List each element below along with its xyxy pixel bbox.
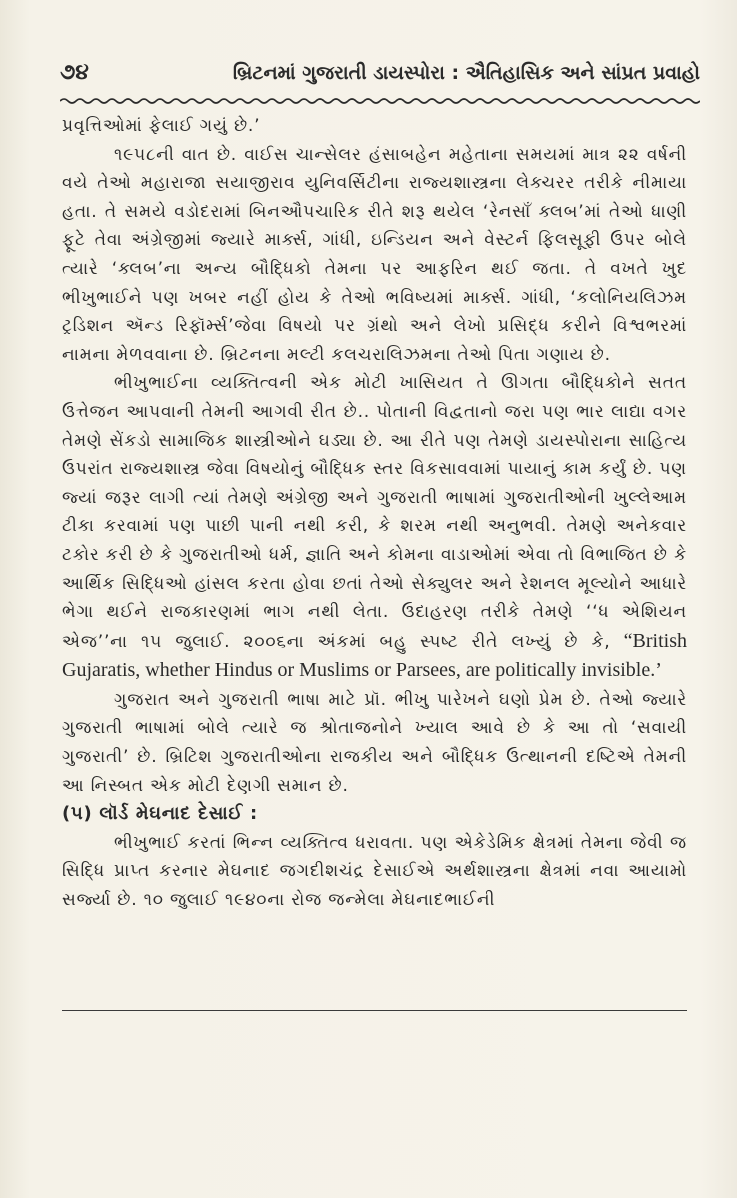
page-number: ૭૪ — [60, 60, 89, 85]
paragraph-4: ગુજરાત અને ગુજરાતી ભાષા માટે પ્રૉ. ભીખુ પારેખને ઘણો પ્રેમ છે. તેઓ જ્યારે ગુજરાતી ભાષામાં બોલે ત્યારે જ શ્રોતાજનોને ખ્યાલ આવે છે કે આ તો ‘સવાયી ગુજરાતી’ છે. બ્રિટિશ ગુજરાતીઓના રાજકીય અને બૌદ્ધિક ઉત્થાનની દષ્ટિએ તેમની આ નિસ્બત એક મોટી દેણગી સમાન છે. — [62, 689, 687, 796]
paragraph-3-text: ભીખુભાઈના વ્યક્તિત્વની એક મોટી ખાસિયત તે ઊગતા બૌદ્ધિકોને સતત ઉત્તેજન આપવાની તેમની આગવી રીત છે.. પોતાની વિદ્વતાનો જરા પણ ભાર લાદ્યા વગર તેમણે સેંકડો સામાજિક શાસ્ત્રીઓને ઘડ્યા છે. આ રીતે પણ તેમણે ડાયસ્પોરાના સાહિત્ય ઉપરાંત રાજ્યશાસ્ત્ર જેવા વિષયોનું બૌદ્ધિક સ્તર વિકસાવવામાં પાયાનું કામ કર્યું છે. પણ જ્યાં જરૂર લાગી ત્યાં તેમણે અંગ્રેજી અને ગુજરાતી ભાષામાં ગુજરાતીઓની ખુલ્લેઆમ ટીકા કરવામાં પણ પાછી પાની નથી કરી, કે શરમ નથી અનુભવી. તેમણે અનેકવાર ટકોર કરી છે કે ગુજરાતીઓ ધર્મ, જ્ઞાતિ અને કોમના વાડાઓમાં એવા તો વિભાજિત છે કે આર્થિક સિદ્ધિઓ હાંસલ કરતા હોવા છતાં તેઓ સેક્યુલર અને રેશનલ મૂલ્યોને આધારે ભેગા થઈને રાજકારણમાં ભાગ નથી લેતા. ઉદાહરણ તરીકે તેમણે ‘‘ધ એશિયન એજ’’ના ૧૫ જુલાઈ. ૨૦૦૬ના અંકમાં બહુ સ્પષ્ટ રીતે લખ્યું છે કે, — [62, 373, 687, 652]
paragraph-1: પ્રવૃત્તિઓમાં ફેલાઈ ગયું છે.’ — [62, 116, 261, 136]
paragraph-3 — [62, 369, 687, 686]
header-wavy-rule — [60, 96, 700, 106]
paragraph-5: ભીખુભાઈ કરતાં ભિન્ન વ્યક્તિત્વ ધરાવતા. પણ એકેડેમિક ક્ષેત્રમાં તેમના જેવી જ સિદ્ધિ પ્રાપ્ત કરનાર મેઘનાદ જગદીશચંદ્ર દેસાઈએ અર્થશાસ્ત્રના ક્ષેત્રમાં નવા આયામો સર્જ્યા છે. ૧૦ જુલાઈ ૧૯૪૦ના રોજ જન્મેલા મેઘનાદભાઈની — [62, 832, 687, 911]
english-quote: “British Gujaratis, whether Hindus or Muslims or Parsees, are politically invisible.’ — [62, 629, 687, 682]
paragraph-2: ૧૯૫૮ની વાત છે. વાઈસ ચાન્સેલર હંસાબહેન મહેતાના સમયમાં માત્ર ૨૨ વર્ષની વયે તેઓ મહારાજા સયાજીરાવ યુનિવર્સિટીના રાજ્યશાસ્ત્રના લેક્ચરર તરીકે નીમાયા હતા. તે સમયે વડોદરામાં બિનઔપચારિક રીતે શરૂ થયેલ ‘રેનસાઁ ક્લબ’માં તેઓ ધાણી ફૂટે તેવા અંગ્રેજીમાં જ્યારે માર્ક્સ, ગાંધી, ઇન્ડિયન અને વેસ્ટર્ન ફિલસૂફી ઉપર બોલે ત્યારે ‘ક્લબ’ના અન્ય બૌદ્ધિકો તેમના પર આફરિન થઈ જતા. તે વખતે ખુદ ભીખુભાઈને પણ ખબર નહીં હોય કે તેઓ ભવિષ્યમાં માર્ક્સ. ગાંધી, ‘કલોનિયલિઝમ ટ્રડિશન ઍન્ડ રિફૉર્મ્સ’જેવા વિષયો પર ગ્રંથો અને લેખો પ્રસિદ્ધ કરીને વિશ્વભરમાં નામના મેળવવાના છે. બ્રિટનના મલ્ટી કલચરાલિઝમના તેઓ પિતા ગણાય છે. — [62, 144, 687, 365]
section-divider — [62, 1010, 687, 1011]
body-text — [62, 112, 687, 915]
page-header — [60, 52, 700, 92]
running-title: બ્રિટનમાં ગુજરાતી ડાયસ્પોરા : ઐતિહાસિક અને સાંપ્રત પ્રવાહો — [232, 62, 700, 84]
section-heading: (૫) લૉર્ડ મેઘનાદ દેસાઈ : — [62, 803, 258, 825]
